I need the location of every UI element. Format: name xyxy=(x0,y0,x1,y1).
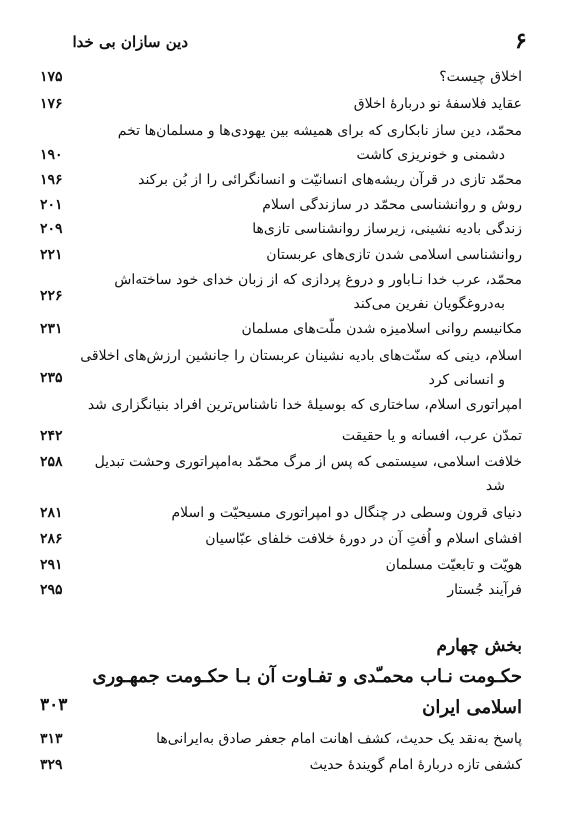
toc-entry-page: ۲۹۱ xyxy=(40,557,63,573)
toc-entry-page: ۲۵۸ xyxy=(40,454,63,470)
toc-entry-title: روش و روانشناسی محمّد در سازندگی اسلام xyxy=(262,197,522,213)
toc-entry-title: روانشناسی اسلامی شدن تازی‌های عربستان xyxy=(266,247,522,263)
toc-entry-page: ۲۹۵ xyxy=(40,582,63,598)
toc-entry-title: اخلاق چیست؟ xyxy=(439,69,522,85)
section-title-continued: اسلامی ایران xyxy=(422,697,522,718)
toc-entry-page: ۳۲۹ xyxy=(40,757,63,773)
toc-entry-page: ۱۷۶ xyxy=(40,96,63,112)
toc-entry-page: ۲۰۹ xyxy=(40,221,63,237)
page-number: ۶ xyxy=(515,28,527,54)
toc-entry-title: پاسخ به‌نقد یک حدیث، کشف اهانت امام جعفر صادق به‌ایرانی‌ها xyxy=(156,731,522,747)
toc-entry-title: هویّت و تابعیّت مسلمان xyxy=(385,557,522,573)
toc-entry-title-continued: دشمنی و خونریزی کاشت xyxy=(356,147,505,163)
toc-entry-page: ۱۷۵ xyxy=(40,69,63,85)
toc-entry-page: ۱۹۶ xyxy=(40,172,63,188)
toc-entry-title: اسلام، دینی که سنّت‌های بادیه نشینان عربستان را جانشین ارزش‌های اخلاقی xyxy=(80,348,522,364)
section-label: بخش چهارم xyxy=(436,636,522,656)
toc-entry-page: ۳۱۳ xyxy=(40,731,63,747)
toc-entry-page: ۱۹۰ xyxy=(40,147,63,163)
toc-entry-page: ۲۸۱ xyxy=(40,505,63,521)
section-title: حکـومت نـاب محمـّدی و تفـاوت آن بـا حکـومت جمهـوری xyxy=(92,666,522,687)
section-page: ۳۰۳ xyxy=(40,695,68,715)
running-head: دین سازان بی خدا xyxy=(72,33,188,51)
toc-entry-title: زندگی بادیه نشینی، زیرساز روانشناسی تازی‌ها xyxy=(252,221,522,237)
toc-entry-page: ۲۳۱ xyxy=(40,321,63,337)
toc-entry-page: ۲۲۶ xyxy=(40,288,63,304)
toc-entry-title: افشای اسلام و اُفتِ آن در دورهٔ خلافت خلفای عبّاسیان xyxy=(205,531,522,547)
toc-entry-page: ۲۳۵ xyxy=(40,370,63,386)
toc-entry-title-continued: شد xyxy=(485,478,505,494)
toc-entry-title: خلافت اسلامی، سیستمی که پس از مرگ محمّد به‌امپراتوری وحشت تبدیل xyxy=(94,454,522,470)
toc-entry-title: مکانیسم روانی اسلامیزه شدن ملّت‌های مسلمان xyxy=(241,321,522,337)
toc-entry-title-continued: به‌دروغگویان نفرین می‌کند xyxy=(353,296,505,312)
toc-entry-title: کشفی تازه دربارهٔ امام گویندهٔ حدیث xyxy=(309,757,522,773)
toc-entry-title: تمدّن عرب، افسانه و یا حقیقت xyxy=(341,428,522,444)
toc-entry-title: امپراتوری اسلام، ساختاری که بوسیلهٔ خدا ناشناس‌ترین افراد بنیانگزاری شد xyxy=(87,397,522,413)
toc-entry-title-continued: و انسانی کرد xyxy=(428,372,505,388)
toc-entry-title: محمّد، عرب خدا نـاباور و دروغ پردازی که از زبان خدای خود ساخته‌اش xyxy=(114,272,522,288)
toc-entry-page: ۲۴۲ xyxy=(40,428,63,444)
toc-entry-title: عقاید فلاسفهٔ نو دربارهٔ اخلاق xyxy=(353,96,522,112)
toc-entry-title: دنیای قرون وسطی در چنگال دو امپراتوری مسیحیّت و اسلام xyxy=(171,505,522,521)
toc-entry-page: ۲۸۶ xyxy=(40,531,63,547)
toc-entry-page: ۲۰۱ xyxy=(40,197,63,213)
toc-entry-title: فرآیند جُستار xyxy=(447,582,522,598)
toc-entry-title: محمّد، دین ساز نابکاری که برای همیشه بین یهودی‌ها و مسلمان‌ها تخم xyxy=(117,123,522,139)
toc-entry-title: محمّد تازی در قرآن ریشه‌های انسانیّت و انسانگرائی را از بُن برکند xyxy=(138,172,522,188)
toc-entry-page: ۲۲۱ xyxy=(40,247,63,263)
